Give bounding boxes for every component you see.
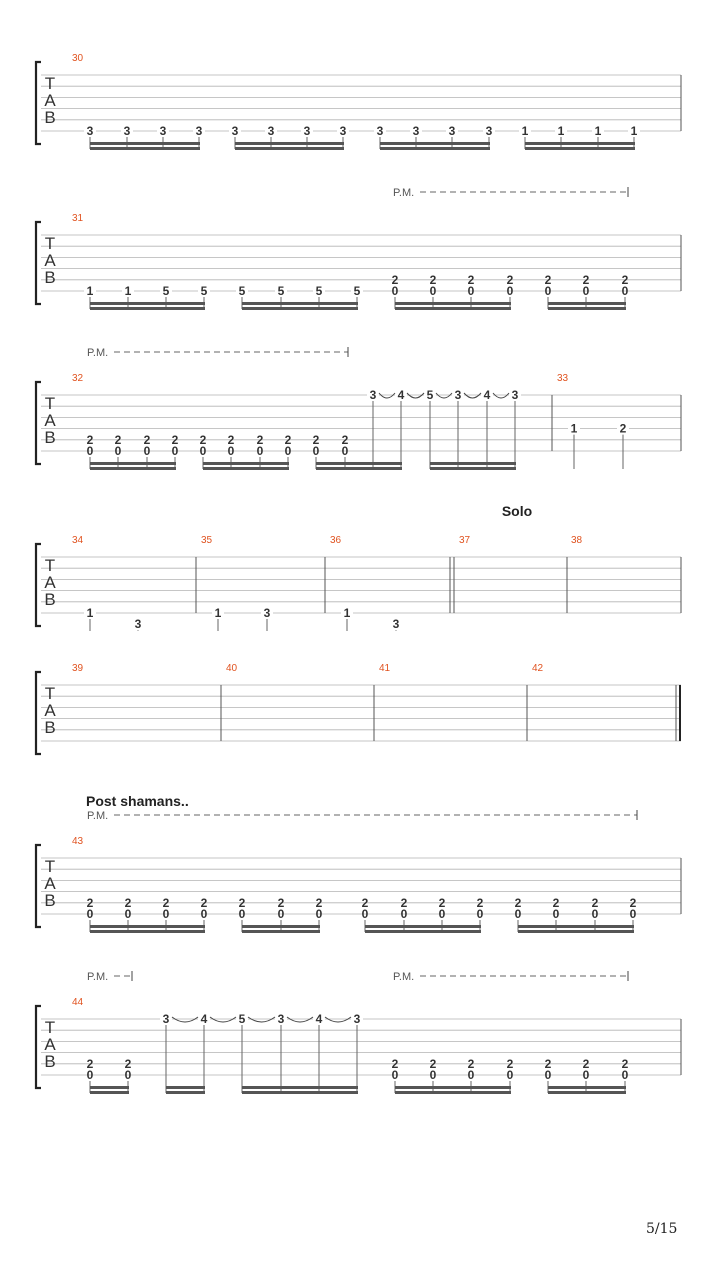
fret-number: 2 — [391, 273, 399, 287]
fret-number: 4 — [315, 1012, 323, 1026]
measure-number: 30 — [72, 53, 84, 64]
fret-number: 2 — [227, 433, 235, 447]
legato-slur — [210, 1017, 236, 1022]
beam — [548, 302, 626, 305]
fret-number: 2 — [256, 433, 264, 447]
clef-b: B — [44, 718, 56, 737]
legato-slur — [172, 1017, 198, 1022]
tab-system — [36, 544, 681, 631]
palm-mute-label: P.M. — [87, 971, 109, 983]
fret-number: 0 — [629, 907, 637, 921]
fret-number: 2 — [124, 896, 132, 910]
fret-number: 0 — [429, 1068, 437, 1082]
fret-number: 0 — [476, 907, 484, 921]
legato-slur — [379, 393, 395, 398]
palm-mute-label: P.M. — [87, 347, 109, 359]
fret-number: 2 — [391, 1057, 399, 1071]
beam — [166, 1091, 205, 1094]
fret-number: 3 — [263, 606, 271, 620]
legato-slur — [407, 393, 424, 398]
tab-system — [36, 810, 681, 933]
legato-slur — [493, 393, 509, 398]
clef-a: A — [44, 1035, 56, 1054]
fret-number: 0 — [506, 1068, 514, 1082]
beam — [518, 930, 634, 933]
fret-number: 5 — [162, 284, 170, 298]
fret-number: 1 — [86, 606, 94, 620]
system-bracket — [36, 672, 41, 754]
fret-number: 3 — [376, 124, 384, 138]
fret-number: 0 — [227, 444, 235, 458]
palm-mute-label: P.M. — [393, 971, 415, 983]
fret-number: 0 — [341, 444, 349, 458]
beam — [235, 142, 344, 145]
beam — [395, 307, 511, 310]
fret-number: 1 — [557, 124, 565, 138]
fret-number: 3 — [195, 124, 203, 138]
legato-slur — [325, 1017, 351, 1022]
fret-number: 2 — [429, 273, 437, 287]
fret-number: 0 — [284, 444, 292, 458]
fret-number: 2 — [582, 273, 590, 287]
clef-a: A — [44, 874, 56, 893]
fret-number: 1 — [343, 606, 351, 620]
clef-a: A — [44, 251, 56, 270]
fret-number: 0 — [361, 907, 369, 921]
beam — [395, 1086, 511, 1089]
legato-slur — [464, 393, 481, 398]
fret-number: 2 — [284, 433, 292, 447]
beam — [525, 142, 635, 145]
beam — [90, 930, 205, 933]
system-bracket — [36, 544, 41, 626]
beam — [380, 142, 490, 145]
fret-number: 3 — [303, 124, 311, 138]
beam — [90, 462, 176, 465]
fret-number: 2 — [315, 896, 323, 910]
clef-t: T — [44, 74, 56, 93]
clef-a: A — [44, 411, 56, 430]
fret-number: 3 — [339, 124, 347, 138]
fret-number: 2 — [143, 433, 151, 447]
measure-number: 41 — [379, 663, 391, 674]
clef-t: T — [44, 1018, 56, 1037]
beam — [242, 1086, 358, 1089]
system-bracket — [36, 62, 41, 144]
measure-number: 38 — [571, 535, 583, 546]
fret-number: 0 — [514, 907, 522, 921]
beam — [242, 930, 320, 933]
clef-b: B — [44, 268, 56, 287]
measure-number: 32 — [72, 373, 84, 384]
fret-number: 2 — [591, 896, 599, 910]
fret-number: 2 — [467, 1057, 475, 1071]
clef-a: A — [44, 91, 56, 110]
fret-number: 1 — [521, 124, 529, 138]
fret-number: 0 — [86, 907, 94, 921]
system-bracket — [36, 382, 41, 464]
tab-system — [36, 62, 681, 150]
fret-number: 0 — [238, 907, 246, 921]
measure-number: 36 — [330, 535, 342, 546]
fret-number: 2 — [238, 896, 246, 910]
fret-number: 0 — [124, 1068, 132, 1082]
fret-number: 2 — [544, 1057, 552, 1071]
measure-number: 42 — [532, 663, 544, 674]
fret-number: 2 — [86, 1057, 94, 1071]
beam — [316, 462, 402, 465]
fret-number: 3 — [485, 124, 493, 138]
measure-number: 44 — [72, 997, 84, 1008]
page-number: 5/15 — [646, 1221, 678, 1237]
fret-number: 2 — [629, 896, 637, 910]
fret-number: 3 — [412, 124, 420, 138]
beam — [203, 462, 289, 465]
fret-number: 2 — [162, 896, 170, 910]
fret-number: 2 — [199, 433, 207, 447]
fret-number: 5 — [238, 1012, 246, 1026]
fret-number: 0 — [582, 1068, 590, 1082]
fret-number: 3 — [134, 617, 142, 632]
fret-number: 0 — [582, 284, 590, 298]
fret-number: 3 — [277, 1012, 285, 1026]
fret-number: 5 — [353, 284, 361, 298]
clef-t: T — [44, 234, 56, 253]
fret-number: 2 — [429, 1057, 437, 1071]
beam — [90, 925, 205, 928]
beam — [430, 467, 516, 470]
fret-number: 0 — [124, 907, 132, 921]
fret-number: 0 — [544, 284, 552, 298]
fret-number: 0 — [200, 907, 208, 921]
fret-number: 2 — [506, 1057, 514, 1071]
system-bracket — [36, 1006, 41, 1088]
fret-number: 2 — [124, 1057, 132, 1071]
measure-number: 37 — [459, 535, 471, 546]
beam — [203, 467, 289, 470]
beam — [365, 925, 481, 928]
beam — [90, 307, 205, 310]
fret-number: 0 — [277, 907, 285, 921]
fret-number: 0 — [171, 444, 179, 458]
beam — [548, 307, 626, 310]
fret-number: 2 — [114, 433, 122, 447]
clef-t: T — [44, 556, 56, 575]
fret-number: 3 — [392, 617, 400, 632]
section-label: Solo — [501, 503, 533, 519]
clef-t: T — [44, 684, 56, 703]
fret-number: 1 — [214, 606, 222, 620]
tab-system — [36, 672, 681, 754]
fret-number: 0 — [312, 444, 320, 458]
clef-b: B — [44, 428, 56, 447]
fret-number: 3 — [448, 124, 456, 138]
fret-number: 5 — [315, 284, 323, 298]
fret-number: 1 — [594, 124, 602, 138]
fret-number: 3 — [353, 1012, 361, 1026]
fret-number: 0 — [114, 444, 122, 458]
beam — [90, 1086, 129, 1089]
fret-number: 2 — [400, 896, 408, 910]
legato-slur — [287, 1017, 313, 1022]
fret-number: 2 — [171, 433, 179, 447]
fret-number: 0 — [467, 1068, 475, 1082]
fret-number: 3 — [454, 388, 462, 402]
beam — [90, 302, 205, 305]
beam — [242, 925, 320, 928]
fret-number: 2 — [341, 433, 349, 447]
fret-number: 0 — [315, 907, 323, 921]
measure-number: 35 — [201, 535, 213, 546]
clef-b: B — [44, 891, 56, 910]
fret-number: 3 — [86, 124, 94, 138]
clef-a: A — [44, 701, 56, 720]
beam — [380, 147, 490, 150]
palm-mute-label: P.M. — [87, 810, 109, 822]
fret-number: 2 — [476, 896, 484, 910]
fret-number: 1 — [86, 284, 94, 298]
fret-number: 0 — [86, 1068, 94, 1082]
beam — [90, 467, 176, 470]
fret-number: 4 — [397, 388, 405, 402]
measure-number: 40 — [226, 663, 238, 674]
fret-number: 3 — [511, 388, 519, 402]
clef-t: T — [44, 394, 56, 413]
fret-number: 2 — [312, 433, 320, 447]
fret-number: 1 — [630, 124, 638, 138]
fret-number: 0 — [621, 284, 629, 298]
fret-number: 3 — [267, 124, 275, 138]
fret-number: 2 — [544, 273, 552, 287]
fret-number: 0 — [143, 444, 151, 458]
fret-number: 2 — [361, 896, 369, 910]
beam — [548, 1086, 626, 1089]
fret-number: 1 — [124, 284, 132, 298]
beam — [525, 147, 635, 150]
fret-number: 0 — [438, 907, 446, 921]
fret-number: 4 — [483, 388, 491, 402]
beam — [242, 307, 358, 310]
fret-number: 2 — [621, 273, 629, 287]
fret-number: 5 — [426, 388, 434, 402]
fret-number: 3 — [159, 124, 167, 138]
fret-number: 0 — [391, 284, 399, 298]
beam — [365, 930, 481, 933]
fret-number: 0 — [591, 907, 599, 921]
beam — [90, 142, 200, 145]
beam — [166, 1086, 205, 1089]
fret-number: 5 — [277, 284, 285, 298]
fret-number: 0 — [391, 1068, 399, 1082]
fret-number: 5 — [200, 284, 208, 298]
legato-slur — [436, 393, 452, 398]
fret-number: 2 — [506, 273, 514, 287]
fret-number: 2 — [552, 896, 560, 910]
fret-number: 0 — [86, 444, 94, 458]
measure-number: 39 — [72, 663, 84, 674]
fret-number: 0 — [506, 284, 514, 298]
fret-number: 2 — [277, 896, 285, 910]
fret-number: 0 — [621, 1068, 629, 1082]
fret-number: 2 — [438, 896, 446, 910]
clef-b: B — [44, 1052, 56, 1071]
measure-number: 34 — [72, 535, 84, 546]
fret-number: 2 — [200, 896, 208, 910]
fret-number: 3 — [369, 388, 377, 402]
section-label: Post shamans.. — [86, 793, 189, 809]
fret-number: 0 — [552, 907, 560, 921]
fret-number: 2 — [467, 273, 475, 287]
fret-number: 3 — [162, 1012, 170, 1026]
beam — [242, 302, 358, 305]
measure-number: 43 — [72, 836, 84, 847]
measure-number: 33 — [557, 373, 569, 384]
fret-number: 0 — [467, 284, 475, 298]
fret-number: 3 — [123, 124, 131, 138]
clef-b: B — [44, 590, 56, 609]
fret-number: 4 — [200, 1012, 208, 1026]
fret-number: 2 — [86, 896, 94, 910]
measure-number: 31 — [72, 213, 84, 224]
fret-number: 2 — [619, 421, 627, 436]
fret-number: 0 — [199, 444, 207, 458]
fret-number: 0 — [429, 284, 437, 298]
fret-number: 0 — [162, 907, 170, 921]
fret-number: 0 — [256, 444, 264, 458]
legato-slur — [248, 1017, 275, 1022]
beam — [90, 147, 200, 150]
clef-a: A — [44, 573, 56, 592]
system-bracket — [36, 222, 41, 304]
clef-b: B — [44, 108, 56, 127]
tab-system — [36, 347, 681, 470]
fret-number: 1 — [570, 421, 578, 436]
beam — [90, 1091, 129, 1094]
fret-number: 0 — [544, 1068, 552, 1082]
fret-number: 2 — [582, 1057, 590, 1071]
beam — [395, 302, 511, 305]
palm-mute-label: P.M. — [393, 187, 415, 199]
fret-number: 2 — [514, 896, 522, 910]
clef-t: T — [44, 857, 56, 876]
beam — [316, 467, 402, 470]
fret-number: 2 — [621, 1057, 629, 1071]
system-bracket — [36, 845, 41, 927]
fret-number: 0 — [400, 907, 408, 921]
beam — [395, 1091, 511, 1094]
beam — [548, 1091, 626, 1094]
beam — [430, 462, 516, 465]
beam — [235, 147, 344, 150]
fret-number: 3 — [231, 124, 239, 138]
fret-number: 2 — [86, 433, 94, 447]
beam — [242, 1091, 358, 1094]
fret-number: 5 — [238, 284, 246, 298]
beam — [518, 925, 634, 928]
